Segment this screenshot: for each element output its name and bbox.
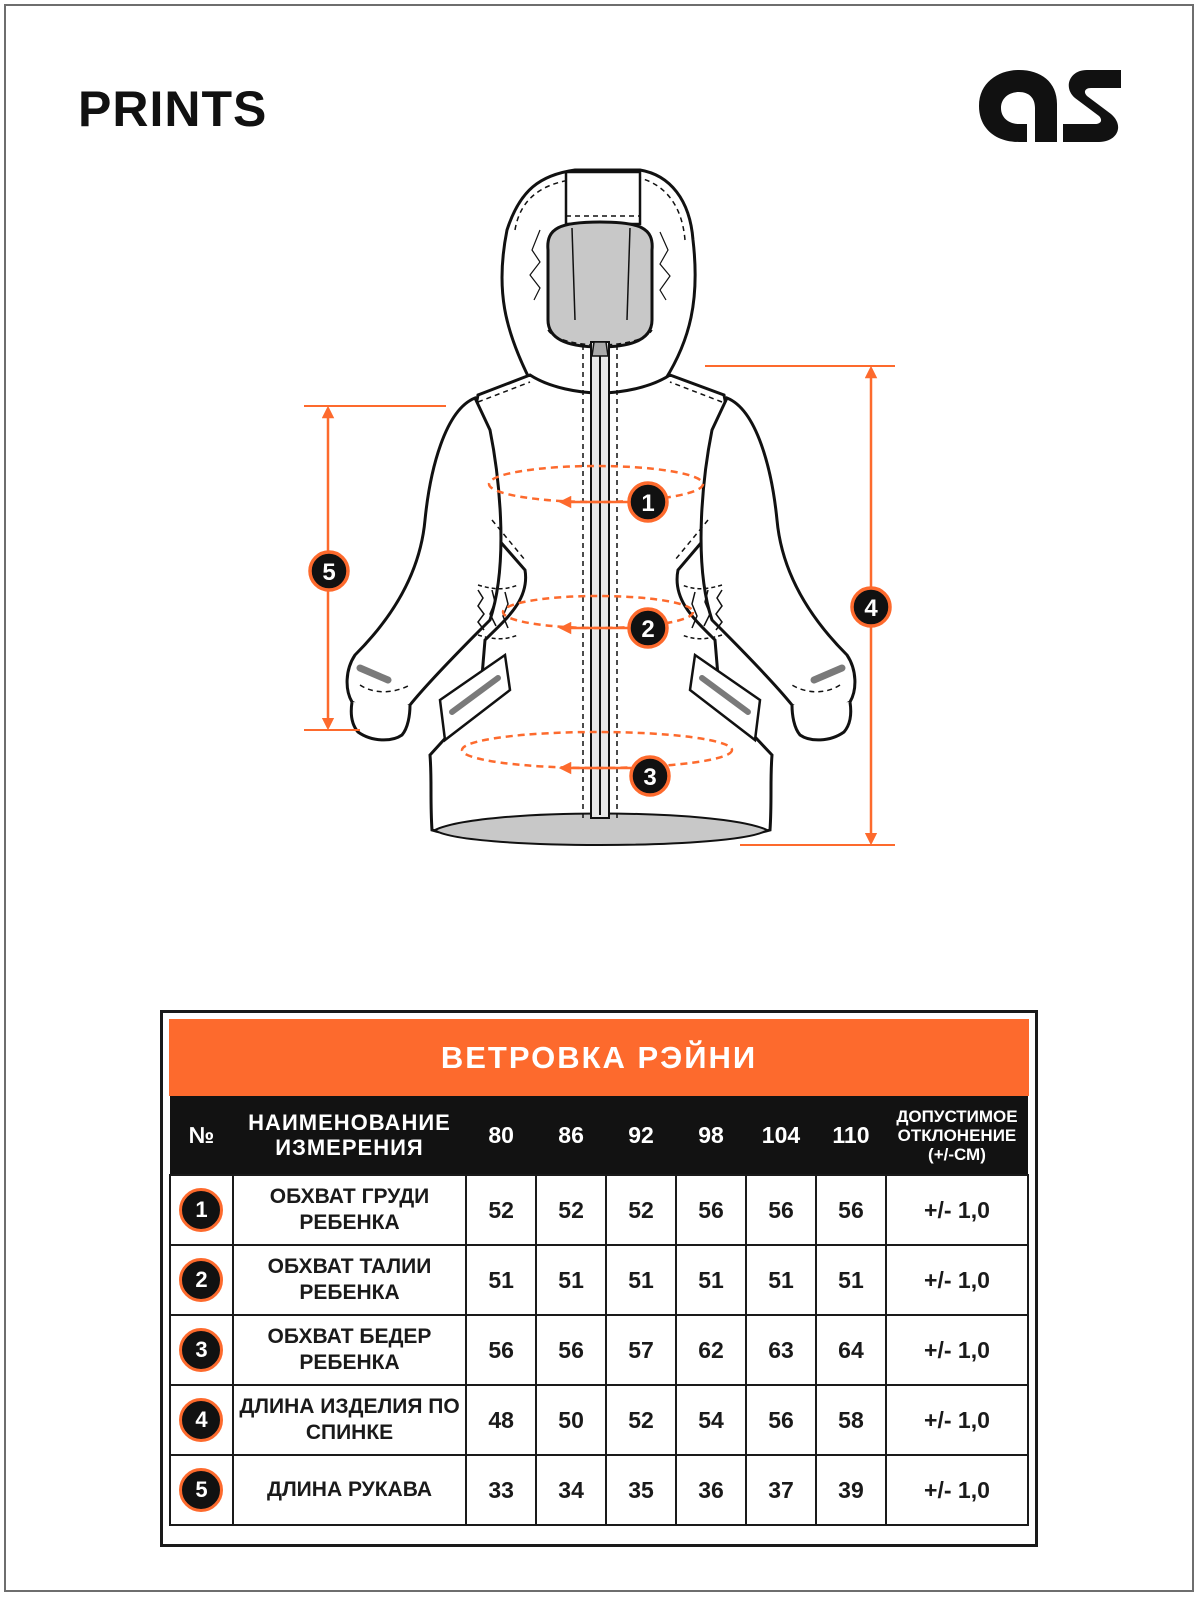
svg-text:2: 2	[641, 616, 655, 643]
measurement-name-line1: ОБХВАТ ГРУДИ	[269, 1185, 430, 1208]
size-value: 56	[746, 1385, 816, 1455]
table-row	[170, 1245, 1028, 1315]
measurement-name-line2: РЕБЕНКА	[299, 1281, 400, 1304]
size-value: 51	[466, 1245, 536, 1315]
size-grid	[169, 1096, 1029, 1526]
header-size: 110	[816, 1096, 886, 1175]
size-value: 63	[746, 1315, 816, 1385]
measurement-name-line2: СПИНКЕ	[305, 1421, 394, 1444]
size-value: 52	[606, 1385, 676, 1455]
measurement-name-line1: ДЛИНА РУКАВА	[266, 1478, 433, 1501]
table-row	[170, 1385, 1028, 1455]
size-value: 58	[816, 1385, 886, 1455]
tolerance-value: +/- 1,0	[886, 1245, 1028, 1315]
measurement-name	[233, 1455, 466, 1525]
svg-text:3: 3	[643, 764, 657, 791]
size-value: 51	[746, 1245, 816, 1315]
size-value: 52	[466, 1175, 536, 1245]
row-number-badge: 1	[179, 1188, 223, 1232]
header-num: №	[170, 1096, 233, 1175]
measurement-name	[233, 1385, 466, 1455]
size-table	[160, 1010, 1038, 1547]
header-tolerance	[886, 1096, 1028, 1175]
marker-5	[310, 552, 348, 590]
tolerance-value: +/- 1,0	[886, 1385, 1028, 1455]
header-size: 104	[746, 1096, 816, 1175]
size-value: 37	[746, 1455, 816, 1525]
measurement-name	[233, 1175, 466, 1245]
size-value: 56	[746, 1175, 816, 1245]
svg-text:1: 1	[641, 490, 655, 517]
header-size: 92	[606, 1096, 676, 1175]
measurement-name-line1: ОБХВАТ БЕДЕР	[267, 1325, 432, 1348]
size-value: 56	[816, 1175, 886, 1245]
size-value: 51	[606, 1245, 676, 1315]
size-value: 56	[676, 1175, 746, 1245]
size-value: 50	[536, 1385, 606, 1455]
size-value: 51	[816, 1245, 886, 1315]
marker-2	[629, 609, 667, 647]
header-size: 86	[536, 1096, 606, 1175]
header-size: 80	[466, 1096, 536, 1175]
size-value: 56	[536, 1315, 606, 1385]
header-name-line1: НАИМЕНОВАНИЕ	[248, 1110, 451, 1135]
table-header-row	[170, 1096, 1028, 1175]
size-value: 52	[606, 1175, 676, 1245]
table-row	[170, 1175, 1028, 1245]
row-number-badge: 4	[179, 1398, 223, 1442]
size-value: 39	[816, 1455, 886, 1525]
marker-1	[629, 483, 667, 521]
size-value: 54	[676, 1385, 746, 1455]
size-value: 57	[606, 1315, 676, 1385]
size-value: 56	[466, 1315, 536, 1385]
header-tol-line2: ОТКЛОНЕНИЕ	[897, 1125, 1017, 1145]
measurement-name-line1: ОБХВАТ ТАЛИИ	[267, 1255, 432, 1278]
size-value: 51	[536, 1245, 606, 1315]
size-value: 51	[676, 1245, 746, 1315]
marker-4	[852, 588, 890, 626]
size-value: 52	[536, 1175, 606, 1245]
header-size: 98	[676, 1096, 746, 1175]
header-tol-line3: (+/-СМ)	[928, 1144, 986, 1164]
size-value: 33	[466, 1455, 536, 1525]
size-value: 48	[466, 1385, 536, 1455]
tolerance-value: +/- 1,0	[886, 1175, 1028, 1245]
table-title: ВЕТРОВКА РЭЙНИ	[169, 1019, 1029, 1096]
measurement-name	[233, 1245, 466, 1315]
size-value: 62	[676, 1315, 746, 1385]
marker-3	[631, 757, 669, 795]
table-row	[170, 1315, 1028, 1385]
svg-text:5: 5	[322, 559, 336, 586]
header-tol-line1: ДОПУСТИМОЕ	[896, 1106, 1018, 1126]
size-value: 64	[816, 1315, 886, 1385]
tolerance-value: +/- 1,0	[886, 1455, 1028, 1525]
row-number-badge: 3	[179, 1328, 223, 1372]
tolerance-value: +/- 1,0	[886, 1315, 1028, 1385]
brand-title: PRINTS	[78, 81, 268, 137]
measurement-name	[233, 1315, 466, 1385]
measurement-name-line1: ДЛИНА ИЗДЕЛИЯ ПО	[239, 1395, 460, 1418]
row-number-badge: 5	[179, 1468, 223, 1512]
row-number-badge: 2	[179, 1258, 223, 1302]
table-row	[170, 1455, 1028, 1525]
svg-text:4: 4	[864, 595, 878, 622]
size-value: 36	[676, 1455, 746, 1525]
header-name	[233, 1096, 466, 1175]
measurement-name-line2: РЕБЕНКА	[299, 1351, 400, 1374]
header-name-line2: ИЗМЕРЕНИЯ	[275, 1135, 424, 1160]
size-value: 35	[606, 1455, 676, 1525]
measurement-name-line2: РЕБЕНКА	[299, 1211, 400, 1234]
size-value: 34	[536, 1455, 606, 1525]
